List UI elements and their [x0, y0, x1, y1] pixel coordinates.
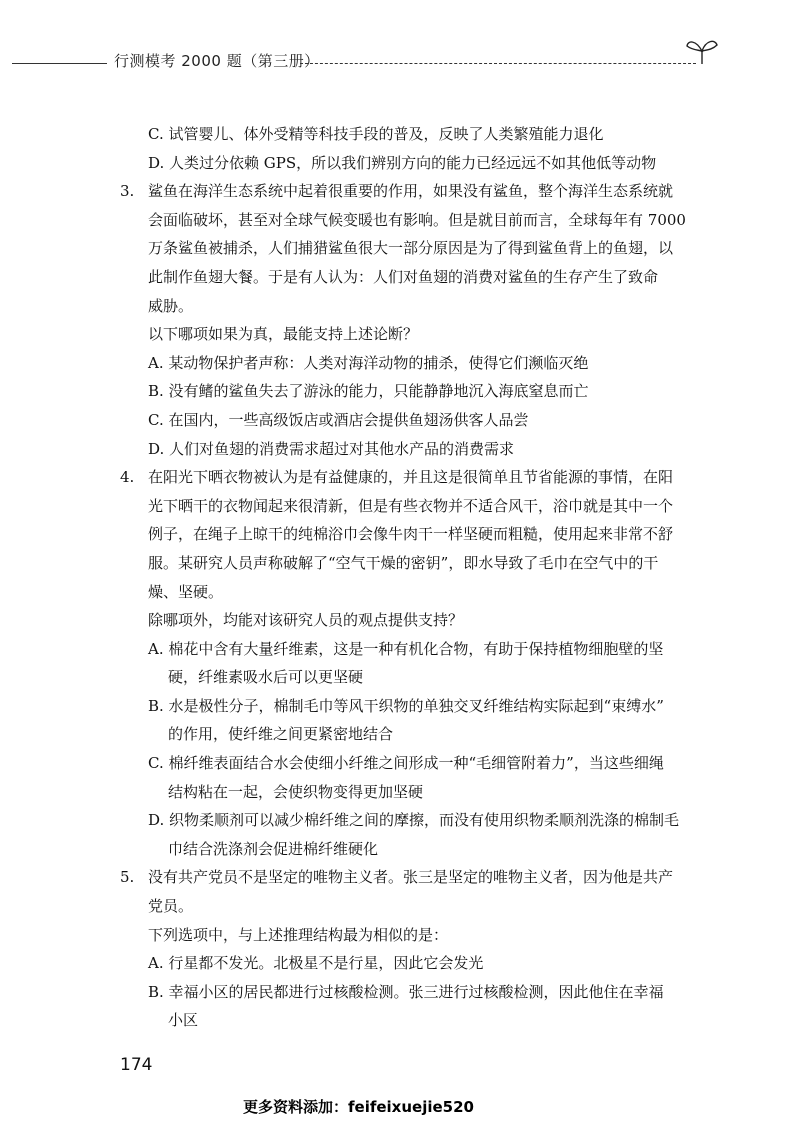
page-content	[120, 120, 720, 1035]
question-5-option-b-cont: 小区	[168, 1011, 199, 1030]
question-5-stem: 下列选项中，与上述推理结构最为相似的是：	[148, 925, 449, 944]
question-3-line-4: 此制作鱼翅大餐。于是有人认为：人们对鱼翅的消费对鲨鱼的生存产生了致命	[148, 267, 659, 286]
question-5-line-2: 党员。	[148, 897, 194, 916]
question-4-line-2: 光下晒干的衣物闻起来很清新，但是有些衣物并不适合风干，浴巾就是其中一个	[148, 496, 674, 515]
question-4-option-a-cont: 硬，纤维素吸水后可以更坚硬	[168, 668, 364, 687]
header-rule-left	[12, 63, 107, 64]
question-3-stem: 以下哪项如果为真，最能支持上述论断？	[148, 325, 419, 344]
option-prev-c: C. 试管婴儿、体外受精等科技手段的普及，反映了人类繁殖能力退化	[148, 125, 604, 143]
question-4-option-c: C. 棉纤维表面结合水会使细小纤维之间形成一种“毛细管附着力”，当这些细绳	[148, 754, 664, 773]
question-4-option-d-cont: 巾结合洗涤剂会促进棉纤维硬化	[168, 839, 379, 858]
question-4-line-3: 例子，在绳子上晾干的纯棉浴巾会像牛肉干一样坚硬而粗糙，使用起来非常不舒	[148, 525, 674, 544]
running-header	[0, 48, 800, 72]
question-number: 3.	[120, 182, 135, 201]
header-rule-right	[300, 63, 696, 64]
question-4-line-5: 燥、坚硬。	[148, 582, 224, 601]
question-4-option-d: D. 织物柔顺剂可以减少棉纤维之间的摩擦，而没有使用织物柔顺剂洗涤的棉制毛	[148, 811, 680, 830]
question-5-option-b: B. 幸福小区的居民都进行过核酸检测。张三进行过核酸检测，因此他住在幸福	[148, 982, 664, 1001]
question-4-stem: 除哪项外，均能对该研究人员的观点提供支持？	[148, 611, 464, 630]
question-4-option-b-cont: 的作用，使纤维之间更紧密地结合	[168, 725, 394, 744]
question-number: 5.	[120, 868, 135, 887]
question-4-line-4: 服。某研究人员声称破解了“空气干燥的密钥”，即水导致了毛巾在空气中的干	[148, 553, 659, 572]
header-title: 行测模考 2000 题（第三册）	[114, 52, 320, 70]
question-4-option-a: A. 棉花中含有大量纤维素，这是一种有机化合物，有助于保持植物细胞壁的坚	[148, 639, 664, 658]
footer-note: 更多资料添加：feifeixuejie520	[243, 1098, 474, 1116]
question-4-option-b: B. 水是极性分子，棉制毛巾等风干织物的单独交叉纤维结构实际起到“束缚水”	[148, 696, 664, 715]
option-prev-d: D. 人类过分依赖 GPS，所以我们辨别方向的能力已经远远不如其他低等动物	[148, 153, 657, 172]
question-5-option-a: A. 行星都不发光。北极星不是行星，因此它会发光	[148, 954, 484, 973]
question-3-line-3: 万条鲨鱼被捕杀，人们捕猎鲨鱼很大一部分原因是为了得到鲨鱼背上的鱼翅，以	[148, 239, 674, 258]
question-5-line-1: 5. 没有共产党员不是坚定的唯物主义者。张三是坚定的唯物主义者，因为他是共产	[120, 863, 720, 892]
question-number: 4.	[120, 468, 135, 487]
page-number: 174	[120, 1055, 153, 1075]
question-3-option-b: B. 没有鳍的鲨鱼失去了游泳的能力，只能静静地沉入海底窒息而亡	[148, 382, 589, 401]
question-4-option-c-cont: 结构粘在一起，会使织物变得更加坚硬	[168, 782, 424, 801]
question-3-option-d: D. 人们对鱼翅的消费需求超过对其他水产品的消费需求	[148, 439, 515, 458]
sprout-icon	[684, 36, 720, 66]
question-3-line-2: 会面临破坏，甚至对全球气候变暖也有影响。但是就目前而言，全球每年有 7000	[148, 210, 686, 229]
question-4-line-1: 4. 在阳光下晒衣物被认为是有益健康的，并且这是很简单且节省能源的事情，在阳	[120, 463, 720, 492]
question-3-option-a: A. 某动物保护者声称：人类对海洋动物的捕杀，使得它们濒临灭绝	[148, 353, 589, 372]
question-3-line-1: 3. 鲨鱼在海洋生态系统中起着很重要的作用，如果没有鲨鱼，整个海洋生态系统就	[120, 177, 720, 206]
question-3-option-c: C. 在国内，一些高级饭店或酒店会提供鱼翅汤供客人品尝	[148, 410, 529, 429]
question-3-line-5: 威胁。	[148, 296, 194, 315]
